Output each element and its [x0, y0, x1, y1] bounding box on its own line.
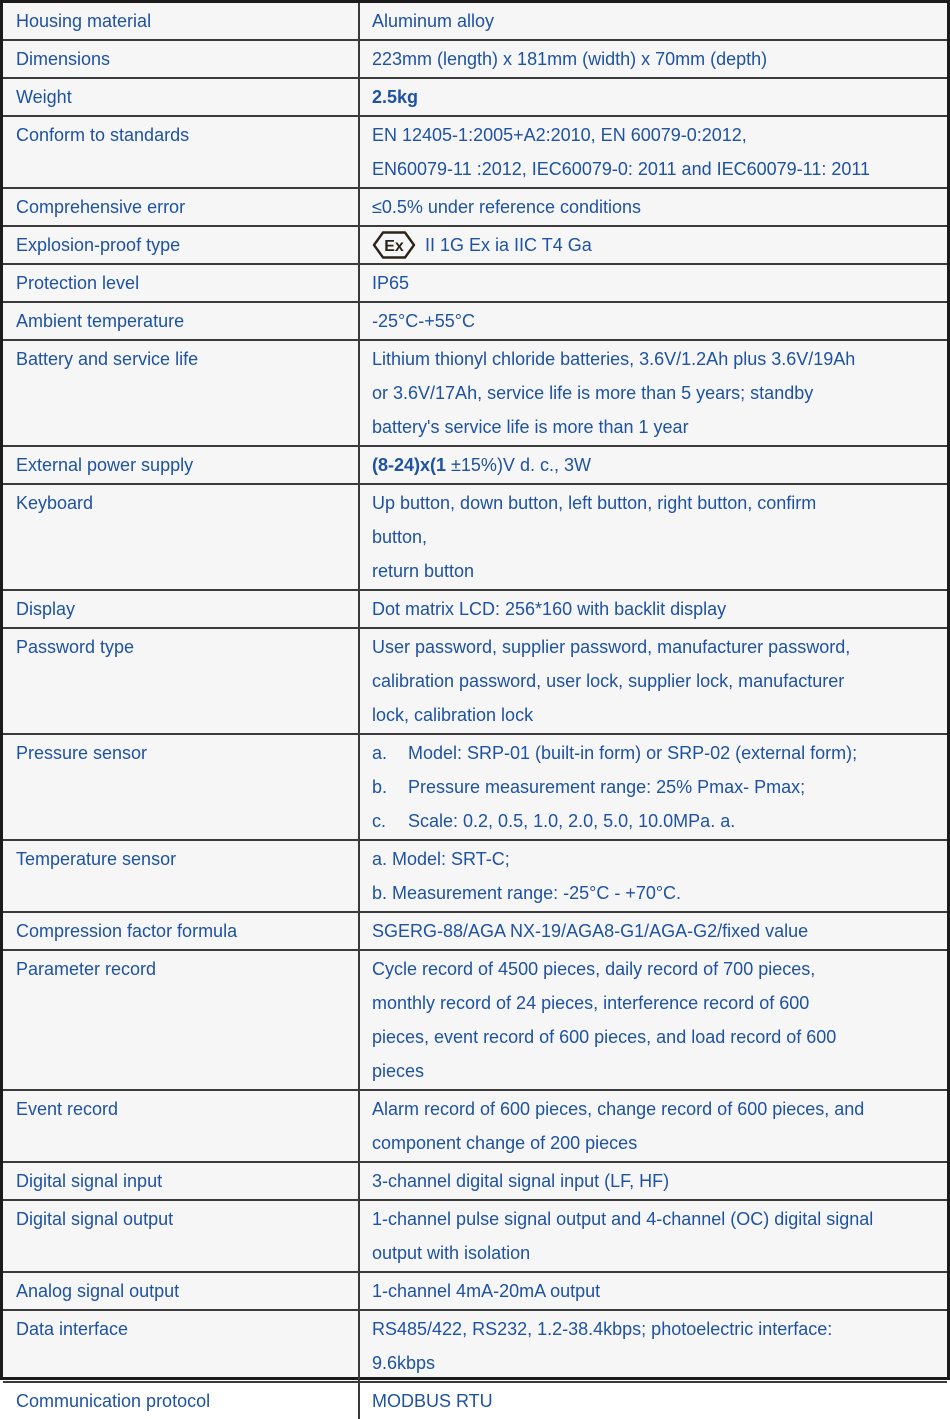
table-row-compression-factor-formula [3, 911, 947, 949]
table-row-pressure-sensor [3, 733, 947, 839]
spec-value-text: EN 12405-1:2005+A2:2010, EN 60079-0:2012, [372, 125, 747, 145]
table-row-dimensions [3, 39, 947, 77]
spec-label [3, 1311, 360, 1381]
spec-value-line [372, 520, 937, 554]
spec-value-line [372, 1236, 937, 1270]
spec-value-line [372, 914, 937, 948]
spec-value-line [372, 876, 937, 910]
spec-label [3, 1201, 360, 1271]
spec-value [360, 3, 947, 39]
spec-value-text: SGERG-88/AGA NX-19/AGA8-G1/AGA-G2/fixed value [372, 921, 809, 941]
spec-value-line [372, 1384, 937, 1418]
spec-label [3, 41, 360, 77]
spec-value-line [372, 42, 937, 76]
spec-value-line [372, 1164, 937, 1198]
spec-value-line [372, 952, 937, 986]
spec-value [360, 735, 947, 839]
spec-label-text: Battery and service life [16, 349, 199, 369]
spec-value [360, 117, 947, 187]
spec-label-text: Password type [16, 637, 135, 657]
spec-label [3, 341, 360, 445]
spec-label [3, 841, 360, 911]
spec-value-text: II 1G Ex ia IIC T4 Ga [425, 235, 592, 255]
spec-value-text: return button [372, 561, 475, 581]
spec-value-line [372, 4, 937, 38]
spec-label [3, 485, 360, 589]
spec-value [360, 303, 947, 339]
spec-value-text: (8-24)x(1 [372, 455, 447, 475]
spec-value-text: Up button, down button, left button, right button, confirm [372, 493, 817, 513]
spec-value [360, 1163, 947, 1199]
spec-label-text: Dimensions [16, 49, 111, 69]
spec-label [3, 1383, 360, 1419]
spec-value-line [372, 592, 937, 626]
spec-value [360, 951, 947, 1089]
spec-value-text: ≤0.5% under reference conditions [372, 197, 642, 217]
spec-value [360, 841, 947, 911]
spec-label-text: Compression factor formula [16, 921, 238, 941]
spec-label [3, 1091, 360, 1161]
spec-value-text: ±15%)V d. c., 3W [446, 455, 591, 475]
spec-value-line [372, 842, 937, 876]
table-row-temperature-sensor [3, 839, 947, 911]
ex-hexagon-icon [372, 230, 416, 260]
spec-value-text: output with isolation [372, 1243, 531, 1263]
spec-value-text: Pressure measurement range: 25% Pmax- Pmax; [408, 777, 806, 797]
spec-value [360, 485, 947, 589]
table-row-communication-protocol [3, 1381, 947, 1419]
table-row-password-type [3, 627, 947, 733]
spec-value-line [372, 698, 937, 732]
spec-value-line [372, 1346, 937, 1380]
spec-value-line [372, 190, 937, 224]
spec-value-text: pieces [372, 1061, 425, 1081]
spec-value-line [372, 986, 937, 1020]
ex-icon-label: Ex [384, 237, 404, 255]
spec-label-text: Display [16, 599, 76, 619]
spec-value [360, 591, 947, 627]
spec-value-line [372, 736, 937, 770]
spec-value-line [372, 1312, 937, 1346]
spec-value-line [372, 1054, 937, 1088]
spec-label [3, 227, 360, 263]
spec-value-text: IP65 [372, 273, 410, 293]
spec-value-text: 223mm (length) x 181mm (width) x 70mm (depth) [372, 49, 768, 69]
spec-label [3, 1273, 360, 1309]
spec-value-line [372, 376, 937, 410]
spec-value-text: b. Measurement range: -25°C - +70°C. [372, 883, 682, 903]
spec-value [360, 227, 947, 263]
table-row-external-power-supply [3, 445, 947, 483]
spec-value [360, 1201, 947, 1271]
spec-value-line [372, 304, 937, 338]
list-marker: b. [372, 777, 388, 797]
table-row-protection-level [3, 263, 947, 301]
spec-value-line [372, 770, 937, 804]
spec-value-line [372, 448, 937, 482]
spec-label [3, 629, 360, 733]
spec-label-text: Comprehensive error [16, 197, 186, 217]
spec-value-text: button, [372, 527, 428, 547]
table-row-parameter-record [3, 949, 947, 1089]
spec-label-text: External power supply [16, 455, 194, 475]
spec-value [360, 629, 947, 733]
spec-label-text: Digital signal output [16, 1209, 174, 1229]
spec-label-text: Temperature sensor [16, 849, 177, 869]
spec-value [360, 447, 947, 483]
spec-label [3, 189, 360, 225]
spec-value-text: EN60079-11 :2012, IEC60079-0: 2011 and IEC60079-11: 2011 [372, 159, 871, 179]
table-row-weight [3, 77, 947, 115]
spec-label [3, 117, 360, 187]
spec-value-text: 1-channel pulse signal output and 4-channel (OC) digital signal [372, 1209, 874, 1229]
list-marker: a. [372, 743, 388, 763]
spec-value-line [372, 266, 937, 300]
spec-value-line [372, 410, 937, 444]
table-row-digital-signal-output [3, 1199, 947, 1271]
spec-label-text: Pressure sensor [16, 743, 148, 763]
spec-label [3, 913, 360, 949]
table-row-analog-signal-output [3, 1271, 947, 1309]
spec-value-text: Alarm record of 600 pieces, change record of 600 pieces, and [372, 1099, 865, 1119]
spec-value-line [372, 152, 937, 186]
spec-value-line [372, 1092, 937, 1126]
spec-value-line [372, 804, 937, 838]
spec-value [360, 265, 947, 301]
spec-label-text: Event record [16, 1099, 119, 1119]
table-row-digital-signal-input [3, 1161, 947, 1199]
spec-value-text: Model: SRP-01 (built-in form) or SRP-02 (external form); [408, 743, 858, 763]
spec-value-line [372, 630, 937, 664]
spec-label [3, 735, 360, 839]
spec-value-text: -25°C-+55°C [372, 311, 475, 331]
spec-label-text: Housing material [16, 11, 152, 31]
spec-value-text: User password, supplier password, manufacturer password, [372, 637, 851, 657]
spec-label-text: Communication protocol [16, 1391, 211, 1411]
spec-label [3, 1163, 360, 1199]
spec-value-text: Cycle record of 4500 pieces, daily record of 700 pieces, [372, 959, 816, 979]
spec-value-line [372, 228, 937, 262]
spec-value [360, 189, 947, 225]
spec-value-text: Aluminum alloy [372, 11, 495, 31]
spec-value-text: RS485/422, RS232, 1.2-38.4kbps; photoelectric interface: [372, 1319, 833, 1339]
spec-label-text: Digital signal input [16, 1171, 163, 1191]
spec-value-line [372, 1126, 937, 1160]
spec-value [360, 79, 947, 115]
spec-value-line [372, 1202, 937, 1236]
spec-label-text: Ambient temperature [16, 311, 185, 331]
spec-value [360, 1091, 947, 1161]
table-row-display [3, 589, 947, 627]
spec-value-text: 9.6kbps [372, 1353, 436, 1373]
table-row-comprehensive-error [3, 187, 947, 225]
spec-value-text: a. Model: SRT-C; [372, 849, 510, 869]
spec-label [3, 591, 360, 627]
spec-value-line [372, 118, 937, 152]
table-row-housing-material [3, 3, 947, 39]
spec-value-text: component change of 200 pieces [372, 1133, 638, 1153]
spec-label-text: Parameter record [16, 959, 157, 979]
spec-value-text: monthly record of 24 pieces, interference record of 600 [372, 993, 810, 1013]
spec-value-line [372, 554, 937, 588]
spec-value-text: or 3.6V/17Ah, service life is more than 5 years; standby [372, 383, 814, 403]
spec-value-line [372, 1020, 937, 1054]
spec-label-text: Data interface [16, 1319, 129, 1339]
list-marker: c. [372, 811, 387, 831]
spec-label-text: Protection level [16, 273, 140, 293]
spec-value [360, 913, 947, 949]
spec-value [360, 1383, 947, 1419]
spec-value-text: 2.5kg [372, 87, 419, 107]
spec-label [3, 447, 360, 483]
spec-label [3, 951, 360, 1089]
spec-value-text: 1-channel 4mA-20mA output [372, 1281, 601, 1301]
spec-label [3, 265, 360, 301]
spec-value [360, 1311, 947, 1381]
table-row-event-record [3, 1089, 947, 1161]
spec-value-text: Lithium thionyl chloride batteries, 3.6V/1.2Ah plus 3.6V/19Ah [372, 349, 856, 369]
spec-value-line [372, 342, 937, 376]
spec-label-text: Keyboard [16, 493, 94, 513]
spec-value-text: calibration password, user lock, supplier lock, manufacturer [372, 671, 845, 691]
spec-value-line [372, 664, 937, 698]
table-row-keyboard [3, 483, 947, 589]
spec-value-text: MODBUS RTU [372, 1391, 493, 1411]
spec-value-text: pieces, event record of 600 pieces, and load record of 600 [372, 1027, 837, 1047]
spec-value [360, 341, 947, 445]
spec-label [3, 3, 360, 39]
spec-label [3, 303, 360, 339]
spec-value-line [372, 1274, 937, 1308]
spec-label [3, 79, 360, 115]
spec-value-text: lock, calibration lock [372, 705, 534, 725]
table-row-explosion-proof-type [3, 225, 947, 263]
spec-value-text: 3-channel digital signal input (LF, HF) [372, 1171, 670, 1191]
spec-value [360, 41, 947, 77]
spec-label-text: Analog signal output [16, 1281, 180, 1301]
spec-value-text: battery's service life is more than 1 year [372, 417, 689, 437]
spec-value-text: Scale: 0.2, 0.5, 1.0, 2.0, 5.0, 10.0MPa. a. [408, 811, 736, 831]
spec-value-line [372, 80, 937, 114]
table-row-data-interface [3, 1309, 947, 1381]
table-row-battery-and-service-life [3, 339, 947, 445]
spec-value-text: Dot matrix LCD: 256*160 with backlit display [372, 599, 727, 619]
table-row-ambient-temperature [3, 301, 947, 339]
spec-value [360, 1273, 947, 1309]
table-row-conform-to-standards [3, 115, 947, 187]
spec-label-text: Explosion-proof type [16, 235, 181, 255]
spec-value-line [372, 486, 937, 520]
spec-label-text: Conform to standards [16, 125, 190, 145]
spec-label-text: Weight [16, 87, 72, 107]
